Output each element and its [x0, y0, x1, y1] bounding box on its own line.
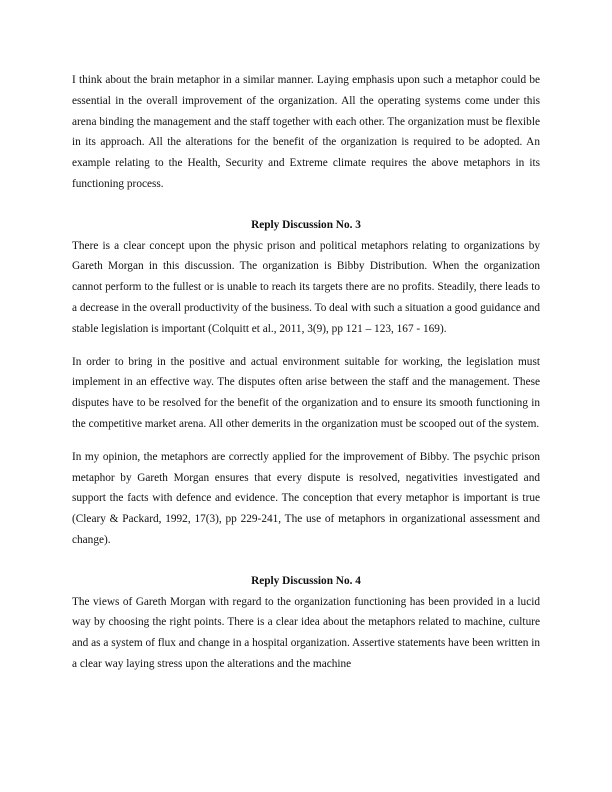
intro-paragraph: I think about the brain metaphor in a similar manner. Laying emphasis upon such a metaphor could be essential in the overall improvement of the organization. All the operating systems come under this arena binding the management and the staff together with each other. The organization must be flexible in its approach. All the alterations for the benefit of the organization is required to be adopted. An example relating to the Health, Security and Extreme climate requires the above metaphors in its functioning process.	[72, 74, 540, 190]
reply-3-paragraph-2: In order to bring in the positive and actual environment suitable for working, the legislation must implement in an effective way. The disputes often arise between the staff and the management. These disputes have to be resolved for the benefit of the organization and to ensure its smooth functioning in the competitive market arena. All other demerits in the organization must be scooped out of the system.	[72, 355, 540, 430]
reply-3-paragraph-3: In my opinion, the metaphors are correctly applied for the improvement of Bibby. The psychic prison metaphor by Gareth Morgan ensures that every dispute is resolved, negativities investigated and support the facts with defence and evidence. The conception that every metaphor is important is true (Cleary & Packard, 1992, 17(3), pp 229-241, The use of metaphors in organizational assessment and change).	[72, 450, 540, 546]
reply-3-paragraph-1: There is a clear concept upon the physic prison and political metaphors relating to organizations by Gareth Morgan in this discussion. The organization is Bibby Distribution. When the organization cannot perform to the fullest or is unable to reach its targets there are no profits. Steadily, there leads to a decrease in the overall productivity of the business. To deal with such a situation a good guidance and stable legislation is important (Colquitt et al., 2011, 3(9), pp 121 – 123, 167 - 169).	[72, 239, 541, 335]
section-heading-reply-3: Reply Discussion No. 3	[251, 218, 361, 231]
section-heading-reply-4: Reply Discussion No. 4	[251, 574, 361, 587]
document-body	[72, 70, 540, 675]
reply-4-paragraph-1: The views of Gareth Morgan with regard to the organization functioning has been provided in a lucid way by choosing the right points. There is a clear idea about the metaphors related to machine, culture and as a system of flux and change in a hospital organization. Assertive statements have been written in a clear way laying stress upon the alterations and the machine	[72, 595, 540, 670]
